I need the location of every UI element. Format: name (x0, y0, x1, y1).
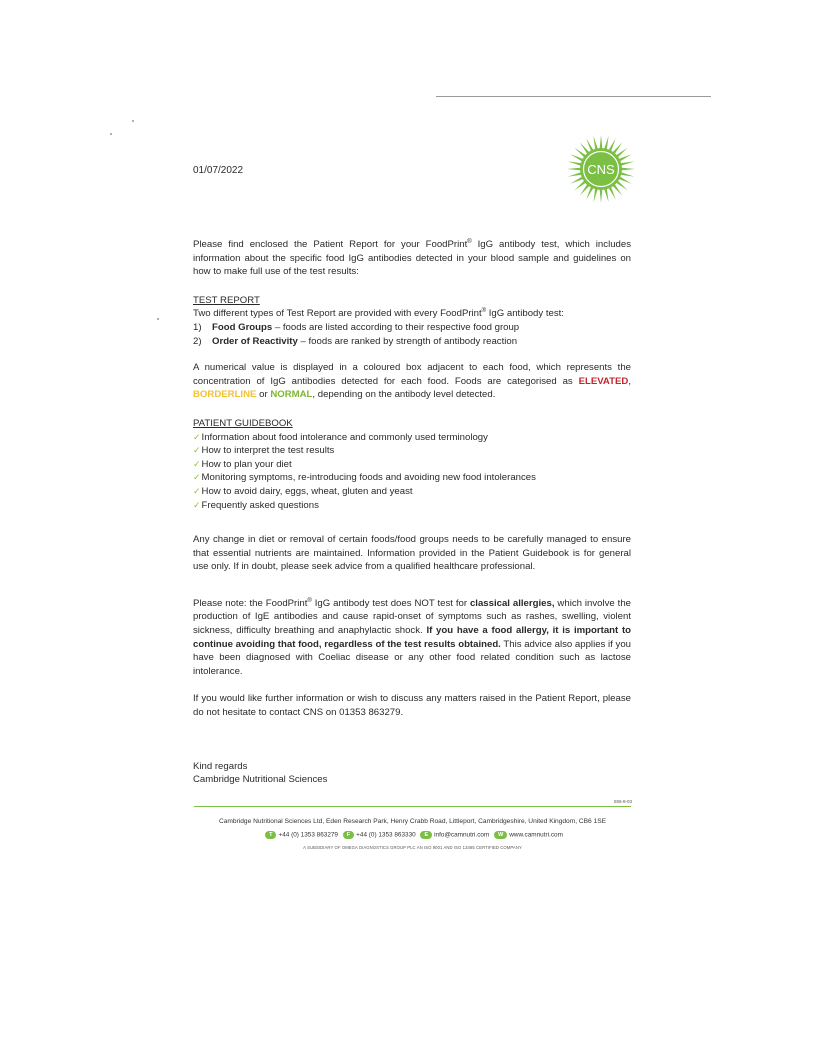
footer-address: Cambridge Nutritional Sciences Ltd, Eden Research Park, Henry Crabb Road, Littleport, Cambridgeshire, United Kingdom, CB6 1SE (218, 818, 607, 825)
footer-divider (194, 806, 631, 807)
footer-legal: A SUBSIDIARY OF OMEGA DIAGNOSTICS GROUP PLC AN ISO 9001 AND ISO 13485 CERTIFIED COMPANY (303, 845, 522, 850)
document-reference: 555-8-03 (614, 799, 633, 804)
logo-ray (570, 176, 583, 183)
logo-ray (618, 176, 631, 183)
fax-tag: F (343, 831, 354, 839)
intro-paragraph: Please find enclosed the Patient Report for your FoodPrint® IgG antibody test, which includes information about the specific food IgG antibodies detected in your blood sample and guidelines on how to make full use of the test results: (193, 238, 632, 278)
logo-ray (600, 135, 603, 149)
guidebook-list (193, 431, 631, 513)
check-icon: ✓ (193, 485, 201, 496)
list-item: ✓How to avoid dairy, eggs, wheat, gluten and yeast (193, 485, 413, 497)
scan-speck (132, 120, 134, 122)
allergy-note-paragraph: Please note: the FoodPrint® IgG antibody test does NOT test for classical allergies, which involve the production of IgE antibodies and cause rapid-onset of symptoms such as rashes, swelling, violent sickness, difficulty breathing and anaphylactic shock. If you have a food allergy, it is important to continue avoiding that food, regardless of the test results obtained. This advice also applies if you have been diagnosed with Coeliac disease or any other food related condition such as lactose intolerance. (193, 597, 632, 677)
logo-ray (620, 161, 634, 165)
logo-ray (586, 138, 593, 151)
list-item: ✓How to plan your diet (193, 458, 292, 470)
logo-ray (621, 168, 635, 171)
check-icon: ✓ (193, 445, 201, 456)
logo-ray (586, 186, 593, 199)
logo-ray (600, 189, 603, 203)
phone-tag: T (265, 831, 276, 839)
check-icon: ✓ (193, 458, 201, 469)
check-icon: ✓ (193, 431, 201, 442)
scan-speck (110, 133, 112, 135)
test-report-lead: Two different types of Test Report are provided with every FoodPrint® IgG antibody test: (193, 308, 564, 320)
scan-speck (157, 318, 159, 320)
list-item: ✓Monitoring symptoms, re-introducing foods and avoiding new food intolerances (193, 472, 536, 484)
list-item: ✓Frequently asked questions (193, 499, 319, 511)
logo-ray (604, 188, 608, 202)
borderline-label: BORDERLINE (193, 389, 257, 401)
cns-logo (565, 133, 637, 205)
footer-email[interactable]: info@camnutri.com (434, 831, 490, 839)
check-icon: ✓ (193, 472, 201, 483)
guidebook-heading: PATIENT GUIDEBOOK (193, 417, 293, 429)
logo-ray (570, 154, 583, 161)
logo-ray (567, 168, 581, 171)
test-report-heading: TEST REPORT (193, 294, 260, 306)
elevated-label: ELEVATED (578, 375, 629, 387)
logo-ray (608, 138, 615, 151)
scan-line (436, 96, 711, 97)
contact-paragraph: If you would like further information or wish to discuss any matters raised in the Patient Report, please do not hesitate to contact CNS on 01353 863279. (193, 693, 631, 719)
check-icon: ✓ (193, 499, 201, 510)
logo-ray (593, 136, 597, 150)
logo-text: CNS (587, 162, 615, 177)
logo-ray (568, 161, 582, 165)
report-types-list (193, 321, 631, 348)
email-tag: E (420, 831, 432, 839)
logo-ray (608, 186, 615, 199)
logo-ray (618, 154, 631, 161)
signoff-company: Cambridge Nutritional Sciences (193, 774, 328, 786)
logo-ray (620, 172, 634, 176)
normal-label: NORMAL (270, 389, 313, 401)
list-item: ✓How to interpret the test results (193, 445, 335, 457)
web-tag: W (494, 831, 507, 839)
numerical-value-paragraph: A numerical value is displayed in a coloured box adjacent to each food, which represents the concentration of IgG antibodies detected for each food. Foods are categorised as ELEVATED, BORDERLINE or NORMAL, depending on the antibody level detected. (193, 362, 631, 401)
list-item: 2) Order of Reactivity – foods are ranked by strength of antibody reaction (193, 335, 518, 347)
letter-date: 01/07/2022 (193, 165, 244, 176)
list-item: ✓Information about food intolerance and commonly used terminology (193, 431, 488, 443)
footer-contacts (150, 831, 675, 839)
logo-ray (593, 188, 597, 202)
list-item: 1) Food Groups – foods are listed according to their respective food group (193, 321, 520, 333)
letter-body (193, 238, 631, 787)
footer-fax: +44 (0) 1353 863330 (356, 831, 416, 839)
footer-website[interactable]: www.camnutri.com (509, 831, 563, 839)
footer-phone: +44 (0) 1353 863279 (278, 831, 338, 839)
logo-ray (568, 172, 582, 176)
diet-paragraph: Any change in diet or removal of certain foods/food groups needs to be carefully managed to ensure that essential nutrients are maintained. Information provided in the Patient Guidebook is for general use only. If in doubt, please seek advice from a qualified healthcare professional. (193, 534, 631, 573)
kind-regards: Kind regards (193, 760, 248, 772)
logo-ray (604, 136, 608, 150)
